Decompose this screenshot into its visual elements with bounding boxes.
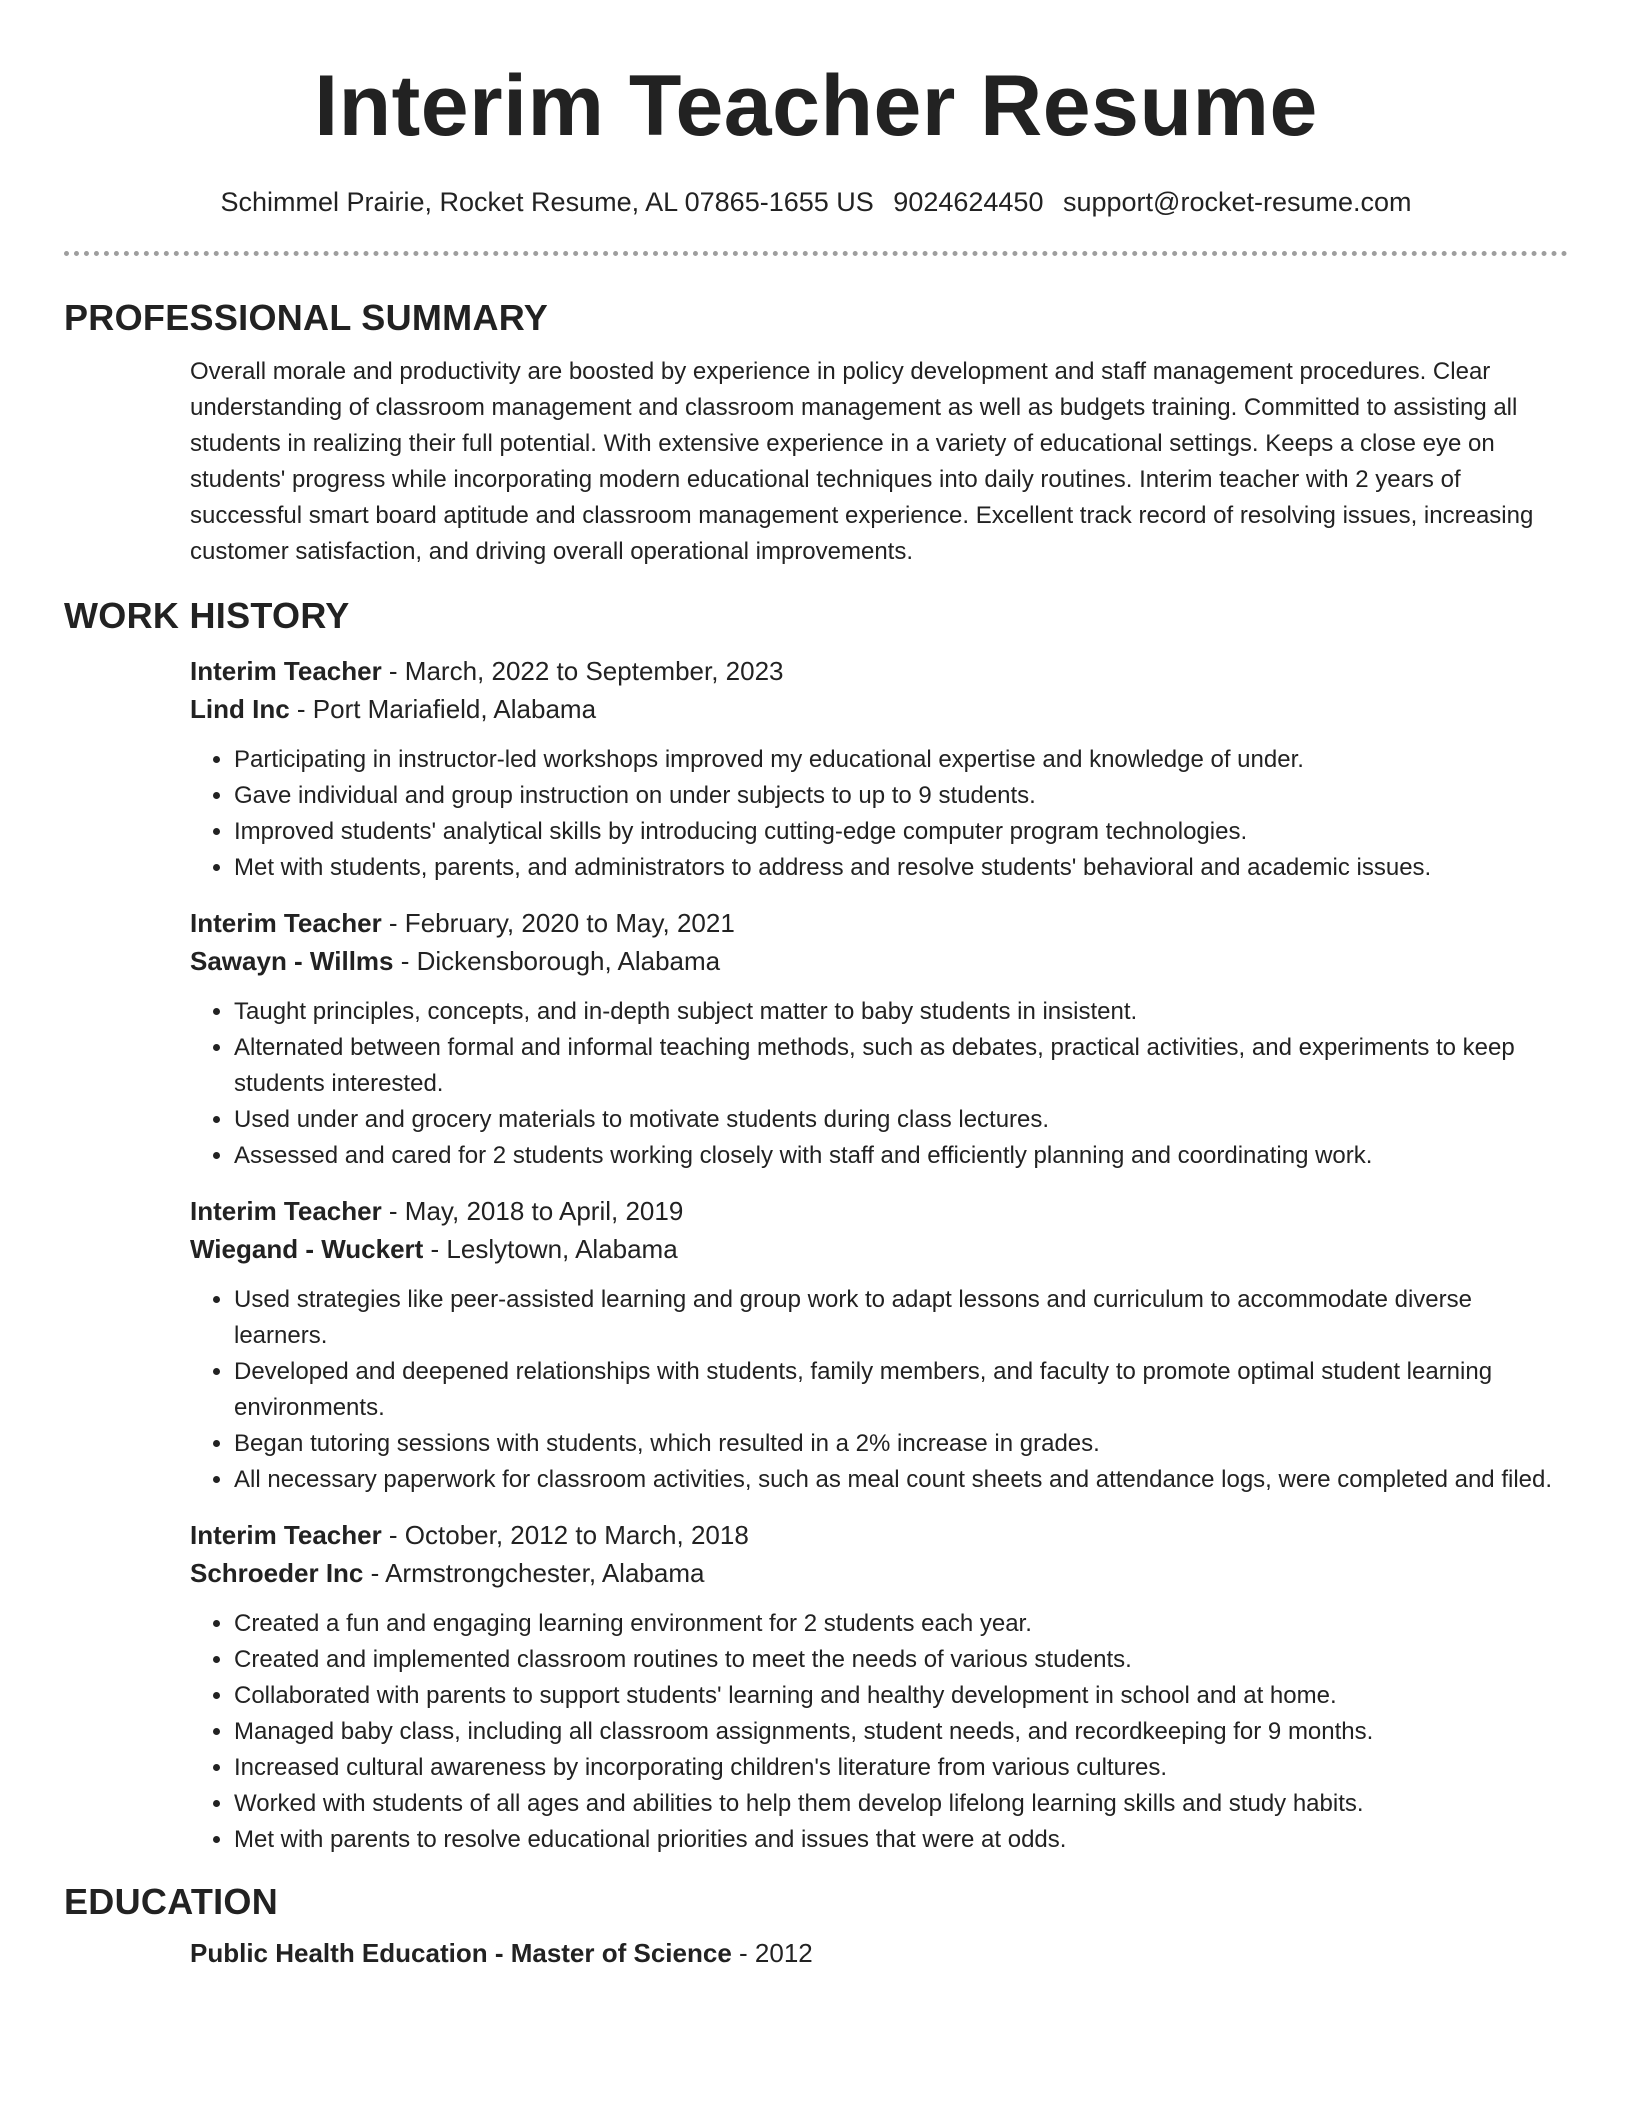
job-bullets (190, 1282, 1570, 1498)
summary-text: Overall morale and productivity are boosted by experience in policy development and staff management procedures. Clear understanding of classroom management and classroom management as well as budgets training. Committed to assisting all students in realizing their full potential. With extensive experience in a variety of educational settings. Keeps a close eye on students' progress while incorporating modern educational techniques into daily routines. Interim teacher with 2 years of successful smart board aptitude and classroom management experience. Excellent track record of resolving issues, increasing customer satisfaction, and driving overall operational improvements. (190, 358, 1534, 565)
education-heading: EDUCATION (64, 1881, 279, 1922)
job-entry (190, 1516, 1570, 1858)
job-dates: - May, 2018 to April, 2019 (381, 1196, 684, 1226)
job-title-line (190, 1516, 1570, 1554)
job-location: - Leslytown, Alabama (423, 1234, 678, 1264)
work-history-section (64, 594, 1568, 1858)
resume-title: Interim Teacher Resume (314, 58, 1318, 154)
job-bullets (190, 1606, 1570, 1858)
job-entry (190, 904, 1570, 1174)
work-history-heading: WORK HISTORY (64, 595, 350, 636)
job-entry (190, 652, 1570, 886)
job-bullet: • Managed baby class, including all classroom assignments, student needs, and recordkeeping for 9 months. (234, 1714, 1570, 1750)
job-bullet: • Created a fun and engaging learning environment for 2 students each year. (234, 1606, 1570, 1642)
job-bullet: • Met with students, parents, and administrators to address and resolve students' behavioral and academic issues. (234, 850, 1570, 886)
job-bullet: • Taught principles, concepts, and in-depth subject matter to baby students in insistent. (234, 994, 1570, 1030)
header-divider (64, 251, 1568, 256)
job-dates: - October, 2012 to March, 2018 (381, 1520, 749, 1550)
job-role: Interim Teacher (190, 1196, 382, 1226)
job-bullet: • Met with parents to resolve educational priorities and issues that were at odds. (234, 1822, 1570, 1858)
job-company-line (190, 942, 1570, 980)
job-location: - Dickensborough, Alabama (393, 946, 721, 976)
job-title-line (190, 904, 1570, 942)
job-title-line (190, 1192, 1570, 1230)
job-dates: - March, 2022 to September, 2023 (381, 656, 784, 686)
job-role: Interim Teacher (190, 1520, 382, 1550)
job-bullet: • Worked with students of all ages and abilities to help them develop lifelong learning skills and study habits. (234, 1786, 1570, 1822)
job-bullet: • Used under and grocery materials to motivate students during class lectures. (234, 1102, 1570, 1138)
job-bullets (190, 994, 1570, 1174)
job-dates: - February, 2020 to May, 2021 (381, 908, 735, 938)
job-bullet: • Created and implemented classroom routines to meet the needs of various students. (234, 1642, 1570, 1678)
professional-summary-section (64, 296, 1568, 570)
job-bullet: • Gave individual and group instruction on under subjects to up to 9 students. (234, 778, 1570, 814)
education-year: - 2012 (731, 1938, 813, 1968)
job-company-line (190, 1554, 1570, 1592)
education-entry (190, 1934, 1568, 1972)
job-role: Interim Teacher (190, 656, 382, 686)
contact-phone: 9024624450 (893, 187, 1044, 217)
job-bullet: • Collaborated with parents to support students' learning and healthy development in school and at home. (234, 1678, 1570, 1714)
job-bullet: • Developed and deepened relationships with students, family members, and faculty to promote optimal student learning environments. (234, 1354, 1570, 1426)
job-company: Wiegand - Wuckert (190, 1234, 424, 1264)
job-location: - Armstrongchester, Alabama (363, 1558, 705, 1588)
education-degree: Public Health Education - Master of Science (190, 1938, 732, 1968)
job-bullet: • Assessed and cared for 2 students working closely with staff and efficiently planning and coordinating work. (234, 1138, 1570, 1174)
resume-content (64, 296, 1568, 1972)
job-company: Sawayn - Willms (190, 946, 394, 976)
contact-address: Schimmel Prairie, Rocket Resume, AL 07865-1655 US (220, 187, 874, 217)
job-company: Lind Inc (190, 694, 290, 724)
job-location: - Port Mariafield, Alabama (289, 694, 597, 724)
job-bullet: • Began tutoring sessions with students, which resulted in a 2% increase in grades. (234, 1426, 1570, 1462)
job-title-line (190, 652, 1570, 690)
contact-email: support@rocket-resume.com (1062, 187, 1412, 217)
job-bullet: • Used strategies like peer-assisted learning and group work to adapt lessons and curriculum to accommodate diverse learners. (234, 1282, 1570, 1354)
summary-heading: PROFESSIONAL SUMMARY (64, 297, 549, 338)
job-bullet: • Participating in instructor-led workshops improved my educational expertise and knowledge of under. (234, 742, 1570, 778)
job-entry (190, 1192, 1570, 1498)
job-bullet: • Alternated between formal and informal teaching methods, such as debates, practical activities, and experiments to keep students interested. (234, 1030, 1570, 1102)
job-bullet: • Increased cultural awareness by incorporating children's literature from various cultures. (234, 1750, 1570, 1786)
job-role: Interim Teacher (190, 908, 382, 938)
job-bullets (190, 742, 1570, 886)
job-bullet: • Improved students' analytical skills by introducing cutting-edge computer program technologies. (234, 814, 1570, 850)
contact-line (64, 184, 1568, 220)
education-section (64, 1880, 1568, 1972)
job-company-line (190, 690, 1570, 728)
job-company-line (190, 1230, 1570, 1268)
job-company: Schroeder Inc (190, 1558, 364, 1588)
job-bullet: • All necessary paperwork for classroom activities, such as meal count sheets and attendance logs, were completed and filed. (234, 1462, 1570, 1498)
